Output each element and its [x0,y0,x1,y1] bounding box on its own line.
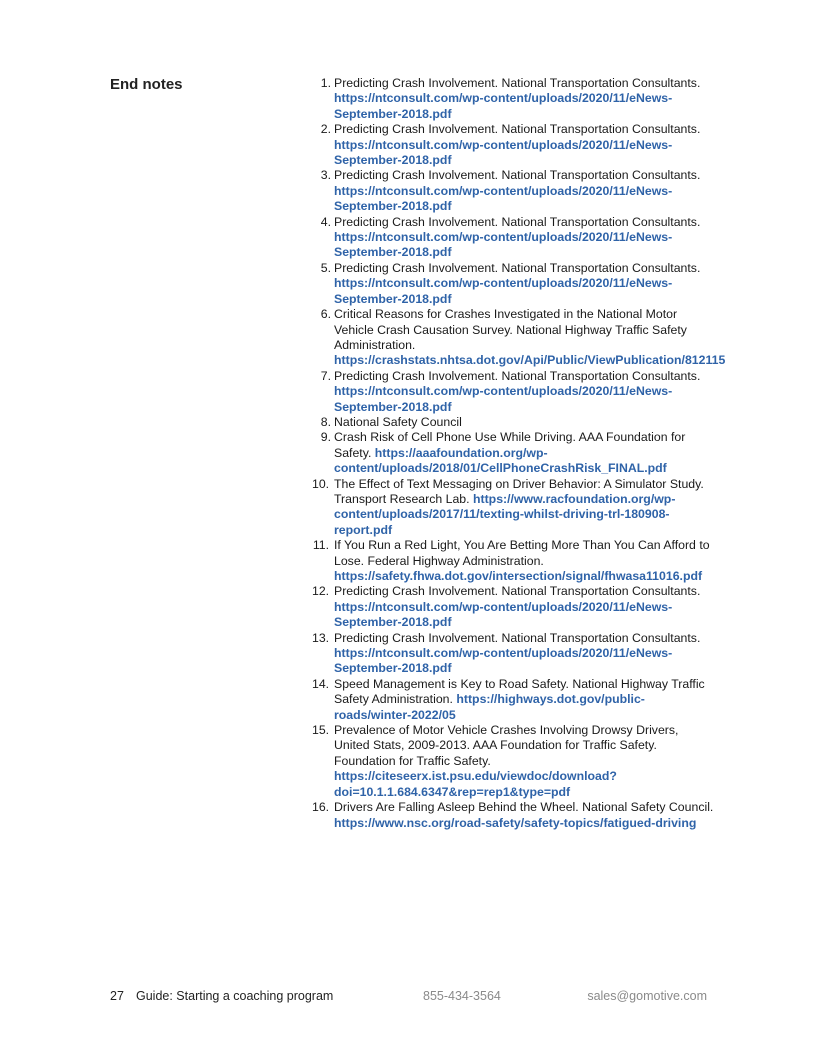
footer-phone[interactable]: 855-434-3564 [423,989,501,1003]
endnote-link[interactable]: https://ntconsult.com/wp-content/uploads/2020/11/eNews-September-2018.pdf [334,230,673,260]
section-title: End notes [110,76,183,93]
endnote-number: 14. [312,676,330,691]
endnote-number: 6. [320,307,331,322]
endnote-number: 7. [320,368,331,383]
endnote-link[interactable]: https://aaafoundation.org/wp-content/uploads/2018/01/CellPhoneCrashRisk_FINAL.pdf [334,445,667,476]
endnote-number: 16. [312,800,330,815]
endnote-number: 2. [320,122,331,137]
endnote-number: 12. [312,584,330,599]
endnote-number: 11. [312,538,329,553]
endnote-item [314,261,714,307]
endnote-number: 10. [312,476,330,491]
endnote-link[interactable]: https://safety.fhwa.dot.gov/intersection/signal/fhwasa11016.pdf [334,569,703,583]
endnote-link[interactable]: https://ntconsult.com/wp-content/uploads/2020/11/eNews-September-2018.pdf [334,646,673,676]
endnote-text: Speed Management is Key to Road Safety. National Highway Traffic Safety Administration. [334,676,705,707]
footer-page-number: 27 [110,989,124,1003]
endnote-link[interactable]: https://ntconsult.com/wp-content/uploads/2020/11/eNews-September-2018.pdf [334,276,673,306]
endnote-number: 1. [320,76,331,90]
endnote-text: Critical Reasons for Crashes Investigated in the National Motor Vehicle Crash Causation Survey. National Highway Traffic Safety Administration. [334,307,687,352]
endnote-text: Crash Risk of Cell Phone Use While Driving. AAA Foundation for Safety. [334,430,686,460]
endnote-item [314,168,714,214]
endnote-text: Predicting Crash Involvement. National Transportation Consultants. [334,260,701,275]
endnote-text: If You Run a Red Light, You Are Betting More Than You Can Afford to Lose. Federal Highway Administration. [334,538,710,568]
endnote-item [314,369,714,415]
endnote-text: Predicting Crash Involvement. National Transportation Consultants. [334,76,701,90]
endnote-text: Predicting Crash Involvement. National Transportation Consultants. [334,122,701,137]
endnote-item [314,430,714,476]
endnote-text: Prevalence of Motor Vehicle Crashes Involving Drowsy Drivers, United Stats, 2009-2013. AAA Foundation for Traffic Safety. Foundation for Traffic Safety. [334,723,679,768]
endnote-link[interactable]: https://www.nsc.org/road-safety/safety-topics/fatigued-driving [334,815,697,830]
endnote-item [314,76,714,122]
endnote-link[interactable]: https://ntconsult.com/wp-content/uploads/2020/11/eNews-September-2018.pdf [334,137,673,168]
endnote-text: Predicting Crash Involvement. National Transportation Consultants. [334,168,701,183]
endnote-item [314,415,714,430]
endnote-item [314,307,726,369]
endnote-link[interactable]: https://citeseerx.ist.psu.edu/viewdoc/download?doi=10.1.1.684.6347&rep=rep1&type=pdf [334,769,617,799]
endnote-text: Predicting Crash Involvement. National Transportation Consultants. [334,584,701,599]
endnote-number: 3. [320,168,331,183]
endnote-item [314,800,714,831]
footer-email[interactable]: sales@gomotive.com [587,989,707,1003]
endnote-text: Predicting Crash Involvement. National Transportation Consultants. [334,368,701,383]
endnote-text: National Safety Council [334,414,462,429]
endnote-number: 8. [320,414,331,429]
endnote-link[interactable]: https://highways.dot.gov/public-roads/winter-2022/05 [334,692,645,722]
endnote-item [314,677,714,723]
endnote-item [314,477,714,539]
endnote-text: Predicting Crash Involvement. National Transportation Consultants. [334,630,701,645]
endnote-item [314,122,714,168]
endnote-link[interactable]: https://ntconsult.com/wp-content/uploads/2020/11/eNews-September-2018.pdf [334,91,673,121]
endnote-item [314,631,714,677]
endnote-link[interactable]: https://ntconsult.com/wp-content/uploads/2020/11/eNews-September-2018.pdf [334,183,673,214]
endnote-item [314,215,714,261]
endnote-item [314,723,714,800]
endnote-number: 13. [312,630,330,645]
endnote-link[interactable]: https://ntconsult.com/wp-content/uploads/2020/11/eNews-September-2018.pdf [334,599,673,630]
endnote-link[interactable]: https://crashstats.nhtsa.dot.gov/Api/Public/ViewPublication/812115 [334,353,726,368]
endnote-text: Predicting Crash Involvement. National Transportation Consultants. [334,214,701,229]
endnote-number: 4. [320,214,331,229]
endnote-link[interactable]: https://www.racfoundation.org/wp-content/uploads/2017/11/texting-whilst-driving-trl-180908-report.pdf [334,491,676,537]
endnote-item [314,584,714,630]
endnote-number: 15. [312,723,330,738]
endnote-number: 9. [320,430,331,445]
endnote-link[interactable]: https://ntconsult.com/wp-content/uploads/2020/11/eNews-September-2018.pdf [334,384,673,414]
endnote-number: 5. [320,260,331,275]
endnote-item [314,538,714,584]
endnotes-list [312,76,726,831]
endnote-text: The Effect of Text Messaging on Driver Behavior: A Simulator Study. Transport Research Lab. [334,476,704,506]
endnote-text: Drivers Are Falling Asleep Behind the Wheel. National Safety Council. [334,800,714,815]
footer-guide-title: Guide: Starting a coaching program [136,989,334,1003]
